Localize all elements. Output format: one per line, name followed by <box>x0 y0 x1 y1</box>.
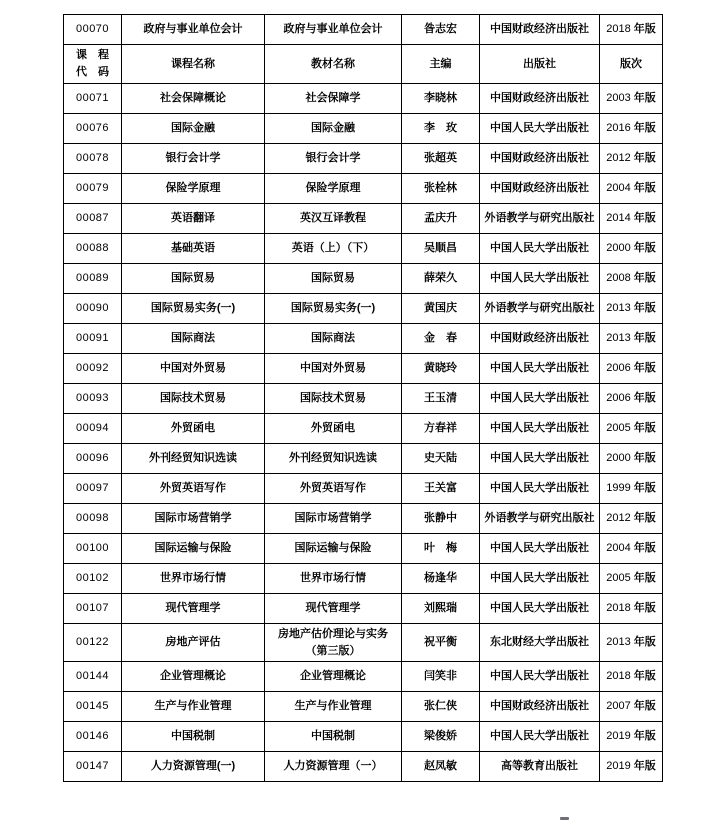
edition-cell <box>600 692 663 722</box>
editor-cell: 黄晓玲 <box>402 354 480 384</box>
code-cell: 00076 <box>64 114 122 144</box>
code-cell: 00097 <box>64 474 122 504</box>
code-cell: 00146 <box>64 722 122 752</box>
editor-cell: 张超英 <box>402 144 480 174</box>
course-cell: 国际市场营销学 <box>122 504 265 534</box>
code-cell: 00147 <box>64 752 122 782</box>
edition-year: 2005 <box>606 422 631 435</box>
code-cell: 00090 <box>64 294 122 324</box>
table-row <box>64 594 663 624</box>
course-cell: 国际贸易 <box>122 264 265 294</box>
edition-cell <box>600 594 663 624</box>
editor-cell: 史天陆 <box>402 444 480 474</box>
edition-year: 2018 <box>606 670 631 683</box>
textbook-cell: 国际商法 <box>265 324 402 354</box>
course-cell: 人力资源管理(一) <box>122 752 265 782</box>
table-row <box>64 534 663 564</box>
edition-cell <box>600 114 663 144</box>
header-course-code <box>64 45 122 84</box>
table-row <box>64 324 663 354</box>
edition-suffix: 年版 <box>630 572 656 585</box>
publisher-cell: 中国人民大学出版社 <box>480 474 600 504</box>
textbook-cell: 企业管理概论 <box>265 662 402 692</box>
edition-year: 2000 <box>606 452 631 465</box>
code-cell: 00144 <box>64 662 122 692</box>
edition-year: 2005 <box>606 572 631 585</box>
edition-cell <box>600 384 663 414</box>
publisher-cell: 中国人民大学出版社 <box>480 662 600 692</box>
textbook-cell: 世界市场行情 <box>265 564 402 594</box>
editor-cell: 王玉清 <box>402 384 480 414</box>
edition-cell <box>600 624 663 662</box>
textbook-cell: 银行会计学 <box>265 144 402 174</box>
publisher-cell: 中国人民大学出版社 <box>480 354 600 384</box>
header-course-code-line1: 课 程 <box>76 49 109 61</box>
course-cell: 企业管理概论 <box>122 662 265 692</box>
edition-cell <box>600 84 663 114</box>
edition-suffix: 年版 <box>630 602 656 615</box>
edition-year: 2000 <box>606 242 631 255</box>
code-cell: 00089 <box>64 264 122 294</box>
edition-suffix: 年版 <box>630 122 656 135</box>
editor-cell: 金 春 <box>402 324 480 354</box>
table-row <box>64 264 663 294</box>
edition-suffix: 年版 <box>630 730 656 743</box>
textbook-cell: 国际技术贸易 <box>265 384 402 414</box>
edition-suffix: 年版 <box>630 422 656 435</box>
textbook-cell: 英语（上）（下） <box>265 234 402 264</box>
edition-cell <box>600 564 663 594</box>
publisher-cell: 中国财政经济出版社 <box>480 174 600 204</box>
edition-cell <box>600 722 663 752</box>
header-textbook: 教材名称 <box>265 45 402 84</box>
textbook-cell: 国际金融 <box>265 114 402 144</box>
publisher-cell: 外语教学与研究出版社 <box>480 294 600 324</box>
header-edition: 版次 <box>600 45 663 84</box>
edition-suffix: 年版 <box>630 512 656 525</box>
edition-suffix: 年版 <box>630 482 656 495</box>
code-cell: 00098 <box>64 504 122 534</box>
editor-cell: 梁俊娇 <box>402 722 480 752</box>
course-cell: 基础英语 <box>122 234 265 264</box>
edition-suffix: 年版 <box>630 542 656 555</box>
publisher-cell: 中国人民大学出版社 <box>480 114 600 144</box>
editor-cell: 杨逢华 <box>402 564 480 594</box>
course-cell: 外贸函电 <box>122 414 265 444</box>
publisher-cell: 中国人民大学出版社 <box>480 564 600 594</box>
edition-year: 2013 <box>606 302 631 315</box>
editor-cell: 张仁侠 <box>402 692 480 722</box>
edition-year: 2006 <box>606 392 631 405</box>
edition-suffix: 年版 <box>630 332 656 345</box>
edition-suffix: 年版 <box>630 452 656 465</box>
course-cell: 英语翻译 <box>122 204 265 234</box>
editor-cell: 黄国庆 <box>402 294 480 324</box>
textbook-cell: 社会保障学 <box>265 84 402 114</box>
edition-cell <box>600 324 663 354</box>
edition-cell <box>600 204 663 234</box>
edition-suffix: 年版 <box>630 670 656 683</box>
table-row <box>64 174 663 204</box>
textbook-cell: 外刊经贸知识选读 <box>265 444 402 474</box>
publisher-cell: 高等教育出版社 <box>480 752 600 782</box>
code-cell: 00071 <box>64 84 122 114</box>
table-row <box>64 294 663 324</box>
edition-cell <box>600 174 663 204</box>
textbook-cell: 现代管理学 <box>265 594 402 624</box>
publisher-cell: 东北财经大学出版社 <box>480 624 600 662</box>
code-cell: 00094 <box>64 414 122 444</box>
course-cell: 社会保障概论 <box>122 84 265 114</box>
editor-cell: 孟庆升 <box>402 204 480 234</box>
code-cell: 00092 <box>64 354 122 384</box>
edition-suffix: 年版 <box>630 760 656 773</box>
publisher-cell: 外语教学与研究出版社 <box>480 204 600 234</box>
edition-year: 2008 <box>606 272 631 285</box>
publisher-cell: 中国人民大学出版社 <box>480 534 600 564</box>
edition-suffix: 年版 <box>630 362 656 375</box>
textbook-cell: 中国对外贸易 <box>265 354 402 384</box>
editor-cell: 王关富 <box>402 474 480 504</box>
course-cell: 国际贸易实务(一) <box>122 294 265 324</box>
editor-cell: 李 玫 <box>402 114 480 144</box>
code-cell: 00091 <box>64 324 122 354</box>
course-cell: 国际技术贸易 <box>122 384 265 414</box>
course-cell: 中国对外贸易 <box>122 354 265 384</box>
edition-year: 2012 <box>606 152 631 165</box>
code-cell: 00145 <box>64 692 122 722</box>
table-row <box>64 662 663 692</box>
textbook-cell: 人力资源管理（一） <box>265 752 402 782</box>
table-row <box>64 204 663 234</box>
edition-year: 2014 <box>606 212 631 225</box>
editor-cell: 张栓林 <box>402 174 480 204</box>
publisher-cell: 中国人民大学出版社 <box>480 384 600 414</box>
edition-cell <box>600 294 663 324</box>
edition-cell <box>600 354 663 384</box>
edition-year: 2019 <box>606 730 631 743</box>
course-cell: 国际运输与保险 <box>122 534 265 564</box>
edition-year: 2007 <box>606 700 631 713</box>
publisher-cell: 中国人民大学出版社 <box>480 414 600 444</box>
course-cell: 外贸英语写作 <box>122 474 265 504</box>
edition-cell <box>600 234 663 264</box>
edition-suffix: 年版 <box>630 392 656 405</box>
edition-cell <box>600 444 663 474</box>
edition-suffix: 年版 <box>630 152 656 165</box>
edition-cell <box>600 144 663 174</box>
code-cell: 00122 <box>64 624 122 662</box>
edition-year: 2018 <box>606 602 631 615</box>
edition-cell <box>600 752 663 782</box>
textbook-cell: 房地产估价理论与实务（第三版） <box>265 624 402 662</box>
code-cell: 00079 <box>64 174 122 204</box>
publisher-cell: 中国人民大学出版社 <box>480 444 600 474</box>
code-cell: 00088 <box>64 234 122 264</box>
publisher-cell: 中国财政经济出版社 <box>480 144 600 174</box>
page-number-mark <box>560 817 569 820</box>
textbook-cell: 国际贸易实务(一) <box>265 294 402 324</box>
edition-year: 2004 <box>606 182 631 195</box>
code-cell: 00100 <box>64 534 122 564</box>
editor-cell: 昝志宏 <box>402 15 480 45</box>
textbook-cell: 保险学原理 <box>265 174 402 204</box>
edition-cell <box>600 504 663 534</box>
edition-suffix: 年版 <box>630 23 656 36</box>
editor-cell: 祝平衡 <box>402 624 480 662</box>
code-cell: 00087 <box>64 204 122 234</box>
course-cell: 生产与作业管理 <box>122 692 265 722</box>
textbook-cell: 国际运输与保险 <box>265 534 402 564</box>
course-cell: 政府与事业单位会计 <box>122 15 265 45</box>
table-row <box>64 414 663 444</box>
edition-suffix: 年版 <box>630 92 656 105</box>
publisher-cell: 中国财政经济出版社 <box>480 324 600 354</box>
textbook-cell: 国际市场营销学 <box>265 504 402 534</box>
table-row <box>64 354 663 384</box>
code-cell: 00093 <box>64 384 122 414</box>
course-cell: 国际金融 <box>122 114 265 144</box>
textbook-cell: 外贸英语写作 <box>265 474 402 504</box>
edition-year: 2013 <box>606 636 631 649</box>
table-row <box>64 84 663 114</box>
course-cell: 现代管理学 <box>122 594 265 624</box>
edition-year: 2013 <box>606 332 631 345</box>
course-cell: 国际商法 <box>122 324 265 354</box>
course-cell: 中国税制 <box>122 722 265 752</box>
edition-year: 2019 <box>606 760 631 773</box>
code-cell: 00102 <box>64 564 122 594</box>
table-row <box>64 692 663 722</box>
editor-cell: 叶 梅 <box>402 534 480 564</box>
textbook-cell: 英汉互译教程 <box>265 204 402 234</box>
edition-suffix: 年版 <box>630 272 656 285</box>
edition-cell <box>600 662 663 692</box>
course-cell: 世界市场行情 <box>122 564 265 594</box>
publisher-cell: 外语教学与研究出版社 <box>480 504 600 534</box>
table-row <box>64 564 663 594</box>
code-cell: 00096 <box>64 444 122 474</box>
publisher-cell: 中国人民大学出版社 <box>480 264 600 294</box>
course-cell: 外刊经贸知识选读 <box>122 444 265 474</box>
header-publisher: 出版社 <box>480 45 600 84</box>
textbook-cell: 政府与事业单位会计 <box>265 15 402 45</box>
textbook-cell: 外贸函电 <box>265 414 402 444</box>
header-editor: 主编 <box>402 45 480 84</box>
editor-cell: 赵凤敏 <box>402 752 480 782</box>
header-course: 课程名称 <box>122 45 265 84</box>
textbook-cell: 国际贸易 <box>265 264 402 294</box>
editor-cell: 薛荣久 <box>402 264 480 294</box>
table-row <box>64 722 663 752</box>
publisher-cell: 中国人民大学出版社 <box>480 234 600 264</box>
editor-cell: 刘熙瑞 <box>402 594 480 624</box>
editor-cell: 方春祥 <box>402 414 480 444</box>
textbook-cell: 生产与作业管理 <box>265 692 402 722</box>
edition-suffix: 年版 <box>630 212 656 225</box>
code-cell: 00078 <box>64 144 122 174</box>
course-cell: 银行会计学 <box>122 144 265 174</box>
table-row <box>64 752 663 782</box>
edition-cell <box>600 414 663 444</box>
edition-cell <box>600 534 663 564</box>
code-cell: 00070 <box>64 15 122 45</box>
edition-year: 2006 <box>606 362 631 375</box>
edition-year: 2016 <box>606 122 631 135</box>
publisher-cell: 中国财政经济出版社 <box>480 692 600 722</box>
edition-suffix: 年版 <box>630 302 656 315</box>
table-row <box>64 384 663 414</box>
table-row <box>64 15 663 45</box>
code-cell: 00107 <box>64 594 122 624</box>
edition-year: 2003 <box>606 92 631 105</box>
editor-cell: 吴顺昌 <box>402 234 480 264</box>
course-cell: 保险学原理 <box>122 174 265 204</box>
table-row <box>64 504 663 534</box>
edition-suffix: 年版 <box>630 700 656 713</box>
table-header-row <box>64 45 663 84</box>
publisher-cell: 中国人民大学出版社 <box>480 722 600 752</box>
edition-suffix: 年版 <box>630 636 656 649</box>
table-row <box>64 234 663 264</box>
edition-cell <box>600 15 663 45</box>
editor-cell: 张静中 <box>402 504 480 534</box>
edition-cell <box>600 474 663 504</box>
edition-suffix: 年版 <box>630 242 656 255</box>
edition-year: 2018 <box>606 23 631 36</box>
table-row <box>64 444 663 474</box>
table-row <box>64 114 663 144</box>
header-course-code-line2: 代 码 <box>76 66 109 79</box>
publisher-cell: 中国人民大学出版社 <box>480 594 600 624</box>
table-row <box>64 474 663 504</box>
textbook-table <box>63 14 663 782</box>
edition-cell <box>600 264 663 294</box>
publisher-cell: 中国财政经济出版社 <box>480 15 600 45</box>
edition-year: 2004 <box>606 542 631 555</box>
edition-year: 1999 <box>606 482 631 495</box>
editor-cell: 李晓林 <box>402 84 480 114</box>
course-cell: 房地产评估 <box>122 624 265 662</box>
table-row <box>64 144 663 174</box>
table-row <box>64 624 663 662</box>
edition-year: 2012 <box>606 512 631 525</box>
publisher-cell: 中国财政经济出版社 <box>480 84 600 114</box>
textbook-table-body <box>64 15 663 782</box>
edition-suffix: 年版 <box>630 182 656 195</box>
editor-cell: 闫笑非 <box>402 662 480 692</box>
textbook-cell: 中国税制 <box>265 722 402 752</box>
